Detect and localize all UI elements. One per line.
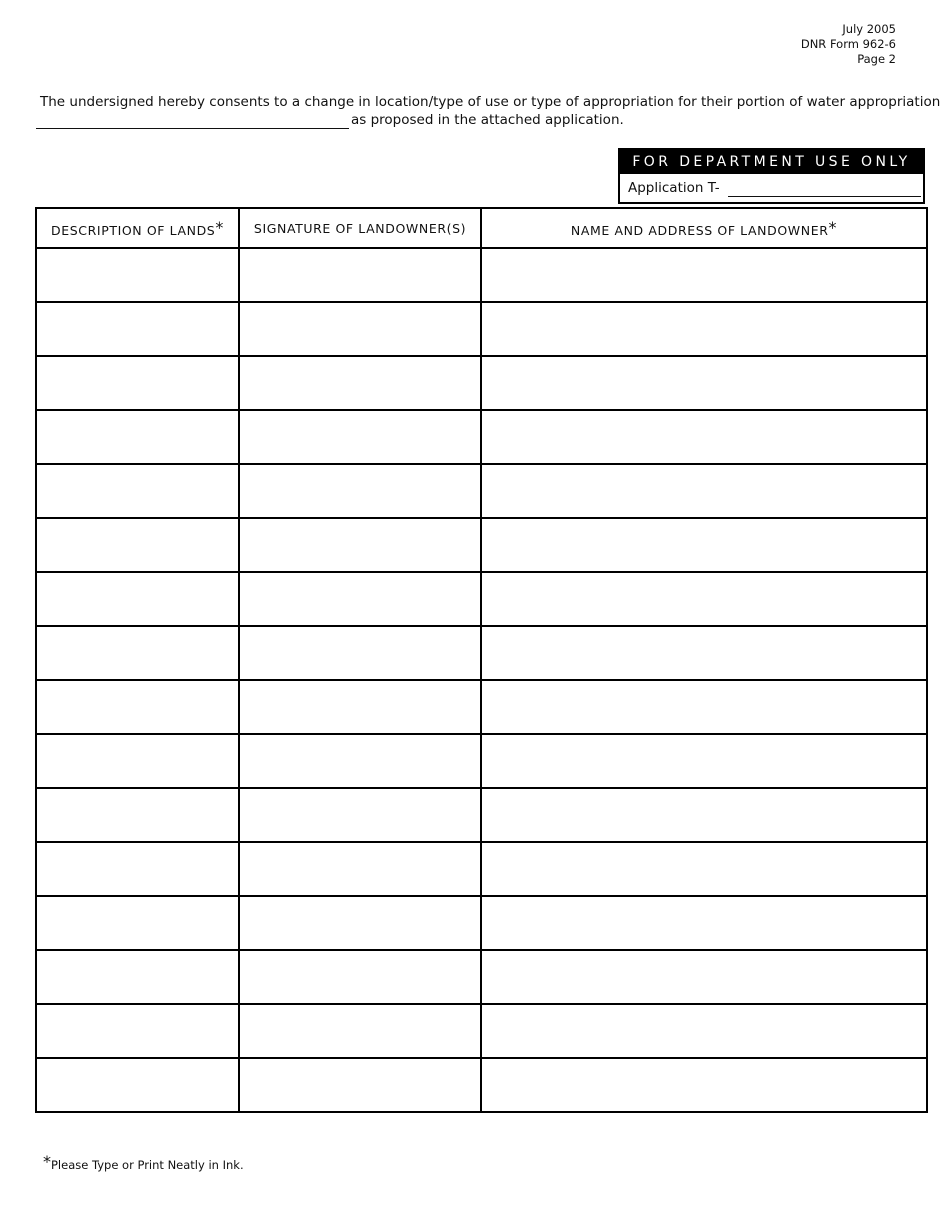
form-meta [801,22,896,67]
signature-cell[interactable] [239,1058,481,1112]
page-number: Page 2 [857,52,896,66]
form-date: July 2005 [842,22,896,36]
table-row [36,680,927,734]
signature-cell[interactable] [239,626,481,680]
table-row [36,464,927,518]
department-use-box [618,148,925,204]
signature-cell[interactable] [239,680,481,734]
column-header-label: DESCRIPTION OF LANDS [51,223,216,238]
signature-cell[interactable] [239,842,481,896]
description-of-lands-cell[interactable] [36,248,239,302]
signature-cell[interactable] [239,734,481,788]
signature-cell[interactable] [239,788,481,842]
column-header-label: NAME AND ADDRESS OF LANDOWNER [570,223,829,238]
name-address-cell[interactable] [481,950,927,1004]
signature-cell[interactable] [239,572,481,626]
column-header-name-address [481,208,927,248]
description-of-lands-cell[interactable] [36,788,239,842]
table-header-row [36,208,927,248]
department-use-title: FOR DEPARTMENT USE ONLY [620,150,923,174]
name-address-cell[interactable] [481,680,927,734]
description-of-lands-cell[interactable] [36,410,239,464]
table-row [36,1058,927,1112]
asterisk-marker: * [215,218,224,237]
footnote-text: Please Type or Print Neatly in Ink. [51,1158,244,1172]
description-of-lands-cell[interactable] [36,1004,239,1058]
footnote-asterisk: * [43,1152,51,1171]
name-address-cell[interactable] [481,1058,927,1112]
description-of-lands-cell[interactable] [36,626,239,680]
column-header-signature [239,208,481,248]
application-number-row [620,174,923,202]
description-of-lands-cell[interactable] [36,842,239,896]
signature-cell[interactable] [239,302,481,356]
table-row [36,626,927,680]
signature-cell[interactable] [239,896,481,950]
signature-cell[interactable] [239,248,481,302]
name-address-cell[interactable] [481,842,927,896]
table-row [36,734,927,788]
name-address-cell[interactable] [481,896,927,950]
name-address-cell[interactable] [481,734,927,788]
consent-statement-continued [36,111,624,129]
name-address-cell[interactable] [481,302,927,356]
application-number-blank[interactable] [728,180,921,197]
signature-cell[interactable] [239,950,481,1004]
description-of-lands-cell[interactable] [36,734,239,788]
signature-cell[interactable] [239,1004,481,1058]
description-of-lands-cell[interactable] [36,356,239,410]
description-of-lands-cell[interactable] [36,464,239,518]
description-of-lands-cell[interactable] [36,1058,239,1112]
landowner-table [35,207,928,1113]
name-address-cell[interactable] [481,572,927,626]
signature-cell[interactable] [239,464,481,518]
name-address-cell[interactable] [481,248,927,302]
table-body [36,248,927,1112]
description-of-lands-cell[interactable] [36,572,239,626]
consent-line2-text: as proposed in the attached application. [351,112,624,128]
application-label: Application T- [628,180,720,196]
table-row [36,518,927,572]
name-address-cell[interactable] [481,626,927,680]
description-of-lands-cell[interactable] [36,518,239,572]
column-header-description [36,208,239,248]
name-address-cell[interactable] [481,410,927,464]
asterisk-marker: * [828,218,838,237]
table-row [36,410,927,464]
table-row [36,788,927,842]
name-address-cell[interactable] [481,1004,927,1058]
description-of-lands-cell[interactable] [36,302,239,356]
signature-cell[interactable] [239,518,481,572]
signature-cell[interactable] [239,356,481,410]
table-row [36,572,927,626]
footnote [43,1152,244,1172]
description-of-lands-cell[interactable] [36,680,239,734]
table-row [36,356,927,410]
form-number: DNR Form 962-6 [800,37,896,51]
name-address-cell[interactable] [481,464,927,518]
column-header-label: SIGNATURE OF LANDOWNER(S) [253,220,467,236]
name-address-cell[interactable] [481,356,927,410]
table-row [36,950,927,1004]
signature-cell[interactable] [239,410,481,464]
water-appropriation-blank[interactable] [36,111,349,129]
description-of-lands-cell[interactable] [36,950,239,1004]
table-row [36,302,927,356]
table-row [36,1004,927,1058]
description-of-lands-cell[interactable] [36,896,239,950]
table-row [36,842,927,896]
table-row [36,248,927,302]
table-row [36,896,927,950]
name-address-cell[interactable] [481,518,927,572]
consent-statement: The undersigned hereby consents to a change in location/type of use or type of appropriation for their portion of water appropriation [40,94,941,110]
name-address-cell[interactable] [481,788,927,842]
